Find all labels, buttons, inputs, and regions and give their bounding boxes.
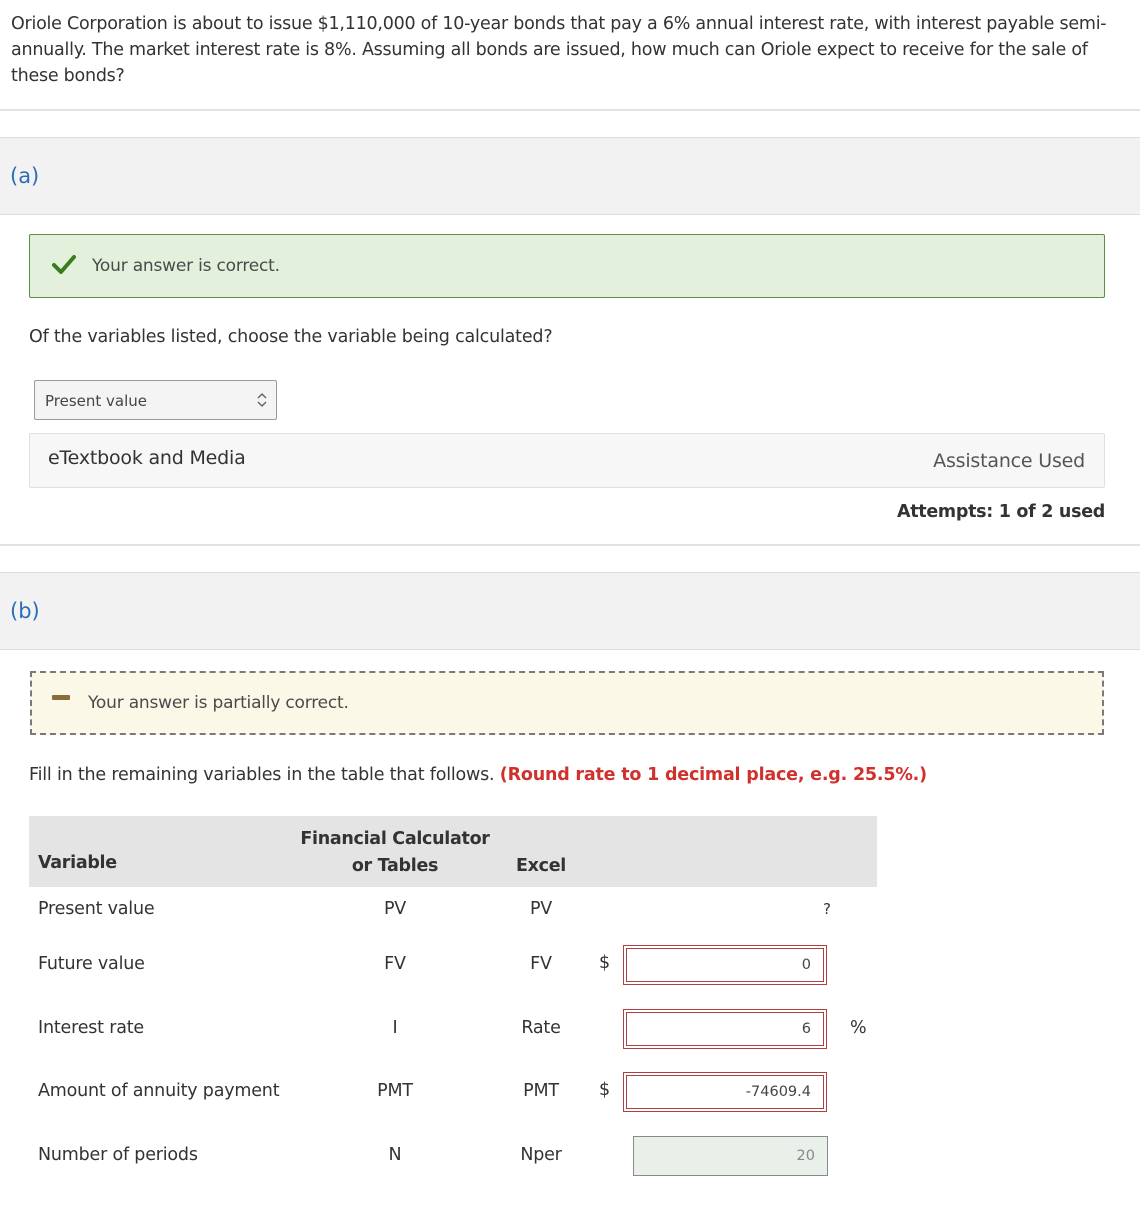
partial-feedback-text: Your answer is partially correct. xyxy=(88,693,349,713)
row-excel: PV xyxy=(529,899,553,919)
annuity-payment-input-wrapper xyxy=(623,1072,827,1112)
select-arrows-icon xyxy=(256,391,268,409)
header-excel: Excel xyxy=(516,856,566,876)
variable-select-value: Present value xyxy=(45,392,148,410)
attempts-counter: Attempts: 1 of 2 used xyxy=(896,502,1105,522)
percent-sign: % xyxy=(850,1018,867,1038)
header-calc-line1: Financial Calculator xyxy=(300,829,490,849)
row-excel: Rate xyxy=(521,1018,561,1038)
interest-rate-input-wrapper xyxy=(623,1009,827,1049)
part-b-prompt xyxy=(29,765,927,785)
row-variable: Interest rate xyxy=(38,1018,144,1038)
variable-select[interactable] xyxy=(34,380,277,420)
table-header xyxy=(29,816,877,887)
row-excel: FV xyxy=(530,954,552,974)
dollar-sign: $ xyxy=(599,1080,611,1100)
interest-rate-input[interactable] xyxy=(626,1012,824,1046)
part-a-label: (a) xyxy=(10,164,40,188)
row-excel: Nper xyxy=(520,1145,562,1165)
dollar-sign: $ xyxy=(599,953,611,973)
number-of-periods-input xyxy=(633,1136,828,1176)
row-calc: PMT xyxy=(377,1081,413,1101)
row-calc: PV xyxy=(383,899,407,919)
unknown-value-marker: ? xyxy=(823,900,831,918)
part-a-prompt: Of the variables listed, choose the variable being calculated? xyxy=(29,327,553,347)
divider xyxy=(0,544,1140,546)
divider xyxy=(0,109,1140,111)
part-a-header xyxy=(0,137,1140,215)
annuity-payment-input[interactable] xyxy=(626,1075,824,1109)
row-calc: N xyxy=(388,1145,402,1165)
row-variable: Future value xyxy=(38,954,145,974)
assistance-used-label: Assistance Used xyxy=(933,450,1085,472)
checkmark-icon xyxy=(52,253,76,275)
row-variable: Amount of annuity payment xyxy=(38,1081,280,1101)
question-text: Oriole Corporation is about to issue $1,110,000 of 10-year bonds that pay a 6% annual interest rate, with interest payable semi-annually. The market interest rate is 8%. Assuming all bonds are issued, how much can Oriole expect to receive for the sale of these bonds? xyxy=(11,14,1107,86)
correct-feedback-box xyxy=(29,234,1105,298)
etextbook-media-bar[interactable] xyxy=(29,433,1105,488)
future-value-input-wrapper xyxy=(623,945,827,985)
etextbook-media-link[interactable]: eTextbook and Media xyxy=(48,447,246,469)
rounding-instruction: (Round rate to 1 decimal place, e.g. 25.5%.) xyxy=(499,765,927,785)
row-excel: PMT xyxy=(523,1081,559,1101)
correct-feedback-text: Your answer is correct. xyxy=(92,256,280,276)
part-b-header xyxy=(0,572,1140,650)
future-value-input[interactable] xyxy=(626,948,824,982)
row-variable: Number of periods xyxy=(38,1145,198,1165)
partial-feedback-box xyxy=(30,671,1104,735)
part-b-prompt-text: Fill in the remaining variables in the table that follows. xyxy=(29,765,495,785)
header-variable: Variable xyxy=(38,853,117,873)
header-calc-line2: or Tables xyxy=(351,856,439,876)
part-b-label: (b) xyxy=(10,599,40,623)
header-financial-calculator xyxy=(295,826,495,880)
row-calc: FV xyxy=(384,954,406,974)
row-variable: Present value xyxy=(38,899,155,919)
partial-dash-icon xyxy=(52,695,70,700)
row-calc: I xyxy=(392,1018,398,1038)
